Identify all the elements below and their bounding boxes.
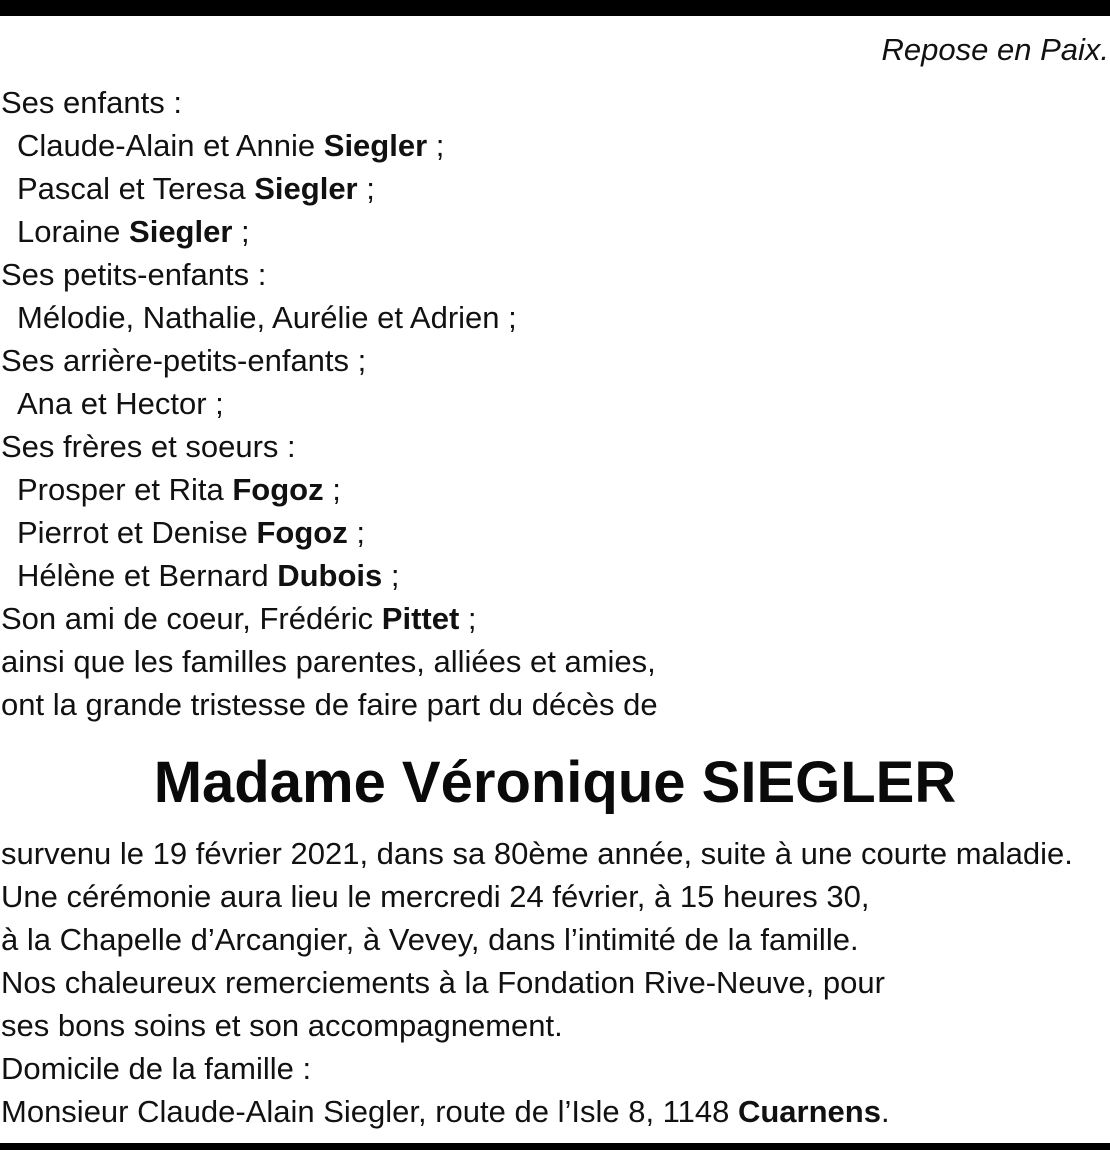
line-text: Loraine [17, 214, 130, 249]
line-text: Son ami de coeur, Frédéric [1, 601, 382, 636]
surname: Siegler [254, 171, 358, 206]
family-line [1, 296, 1109, 339]
death-notice [1, 0, 1109, 1143]
line-text: Pascal et Teresa [17, 171, 255, 206]
line-text: survenu le 19 février 2021, dans sa 80ème année, suite à une courte maladie. [1, 836, 1073, 871]
family-line [1, 382, 1109, 425]
family-line [1, 468, 1109, 511]
detail-line [1, 1004, 1109, 1047]
surname: Siegler [129, 214, 233, 249]
family-line [1, 210, 1109, 253]
ceremony-details [1, 832, 1109, 1133]
family-list [1, 81, 1109, 726]
family-line [1, 167, 1109, 210]
line-text: Une cérémonie aura lieu le mercredi 24 février, à 15 heures 30, [1, 879, 870, 914]
detail-line [1, 832, 1109, 875]
surname: Fogoz [256, 515, 348, 550]
detail-line [1, 1090, 1109, 1133]
surname: Fogoz [232, 472, 324, 507]
family-line [1, 683, 1109, 726]
line-suffix: ; [382, 558, 400, 593]
bottom-border-rule [0, 1143, 1110, 1150]
line-text: Pierrot et Denise [17, 515, 257, 550]
line-suffix: ; [459, 601, 477, 636]
family-line [1, 640, 1109, 683]
line-text: ainsi que les familles parentes, alliées et amies, [1, 644, 656, 679]
line-suffix: ; [347, 515, 365, 550]
detail-line [1, 875, 1109, 918]
line-text: Hélène et Bernard [17, 558, 278, 593]
line-suffix: ; [232, 214, 250, 249]
line-text: à la Chapelle d’Arcangier, à Vevey, dans l’intimité de la famille. [1, 922, 859, 957]
line-text: Ses enfants : [1, 85, 182, 120]
family-line [1, 511, 1109, 554]
line-text: Ses arrière-petits-enfants ; [1, 343, 367, 378]
line-text: Nos chaleureux remerciements à la Fondation Rive-Neuve, pour [1, 965, 885, 1000]
line-text: Domicile de la famille : [1, 1051, 312, 1086]
detail-line [1, 918, 1109, 961]
line-text: ont la grande tristesse de faire part du décès de [1, 687, 658, 722]
family-line [1, 81, 1109, 124]
line-text: Ses frères et soeurs : [1, 429, 296, 464]
line-suffix: . [880, 1094, 890, 1129]
family-line [1, 554, 1109, 597]
line-text: Ana et Hector ; [17, 386, 224, 421]
line-text: ses bons soins et son accompagnement. [1, 1008, 563, 1043]
line-suffix: ; [323, 472, 341, 507]
town-name: Cuarnens [737, 1094, 881, 1129]
line-suffix: ; [357, 171, 375, 206]
line-text: Mélodie, Nathalie, Aurélie et Adrien ; [17, 300, 517, 335]
family-line [1, 339, 1109, 382]
line-text: Ses petits-enfants : [1, 257, 267, 292]
line-suffix: ; [427, 128, 445, 163]
detail-line [1, 961, 1109, 1004]
family-line [1, 425, 1109, 468]
line-text: Claude-Alain et Annie [17, 128, 324, 163]
surname: Pittet [381, 601, 460, 636]
deceased-name: Madame Véronique SIEGLER [153, 750, 957, 815]
detail-line [1, 1047, 1109, 1090]
line-text: Monsieur Claude-Alain Siegler, route de l’Isle 8, 1148 [1, 1094, 738, 1129]
family-line [1, 597, 1109, 640]
line-text: Prosper et Rita [17, 472, 233, 507]
surname: Siegler [323, 128, 428, 163]
family-line [1, 124, 1109, 167]
surname: Dubois [277, 558, 383, 593]
family-line [1, 253, 1109, 296]
epigraph: Repose en Paix. [881, 32, 1109, 67]
